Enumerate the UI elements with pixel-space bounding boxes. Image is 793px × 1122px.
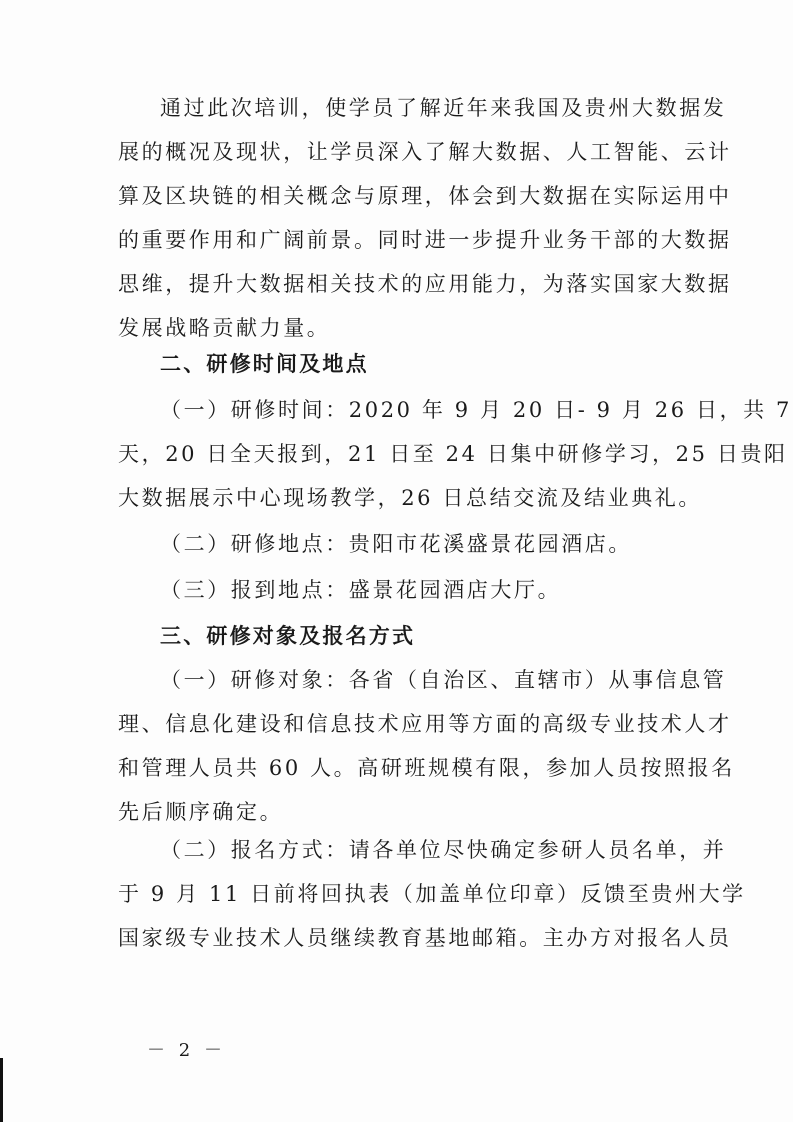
section-heading-time-place: 二、研修时间及地点 bbox=[160, 352, 369, 376]
text-line: 算及区块链的相关概念与原理，体会到大数据在实际运用中 bbox=[118, 184, 732, 208]
study-target-paragraph bbox=[118, 658, 735, 834]
text-line: （一）研修时间：2020 年 9 月 20 日- 9 月 26 日，共 7 bbox=[160, 398, 793, 422]
study-place-paragraph: （二）研修地点：贵阳市花溪盛景花园酒店。 bbox=[160, 532, 632, 556]
intro-paragraph bbox=[118, 86, 732, 350]
text-line: 通过此次培训，使学员了解近年来我国及贵州大数据发 bbox=[160, 96, 727, 120]
signup-method-paragraph bbox=[118, 828, 746, 960]
scan-edge-mark bbox=[0, 1058, 3, 1122]
study-time-paragraph bbox=[118, 388, 793, 520]
text-line: （一）研修对象：各省（自治区、直辖市）从事信息管 bbox=[160, 668, 727, 692]
text-line: 天，20 日全天报到，21 日至 24 日集中研修学习，25 日贵阳 bbox=[118, 442, 788, 466]
text-line: （二）报名方式：请各单位尽快确定参研人员名单，并 bbox=[160, 838, 727, 862]
text-line: 思维，提升大数据相关技术的应用能力，为落实国家大数据 bbox=[118, 272, 732, 296]
text-line: 大数据展示中心现场教学，26 日总结交流及结业典礼。 bbox=[118, 486, 702, 510]
text-line: 理、信息化建设和信息技术应用等方面的高级专业技术人才 bbox=[118, 712, 732, 736]
text-line: 国家级专业技术人员继续教育基地邮箱。主办方对报名人员 bbox=[118, 926, 732, 950]
text-line: 发展战略贡献力量。 bbox=[118, 316, 331, 340]
page-number: － 2 － bbox=[147, 1040, 226, 1061]
checkin-place-paragraph: （三）报到地点：盛景花园酒店大厅。 bbox=[160, 578, 562, 602]
text-line: 的重要作用和广阔前景。同时进一步提升业务干部的大数据 bbox=[118, 228, 732, 252]
text-line: 和管理人员共 60 人。高研班规模有限，参加人员按照报名 bbox=[118, 756, 735, 780]
section-heading-target-signup: 三、研修对象及报名方式 bbox=[160, 624, 416, 648]
text-line: 于 9 月 11 日前将回执表（加盖单位印章）反馈至贵州大学 bbox=[118, 882, 746, 906]
text-line: 先后顺序确定。 bbox=[118, 800, 284, 824]
text-line: 展的概况及现状，让学员深入了解大数据、人工智能、云计 bbox=[118, 140, 732, 164]
